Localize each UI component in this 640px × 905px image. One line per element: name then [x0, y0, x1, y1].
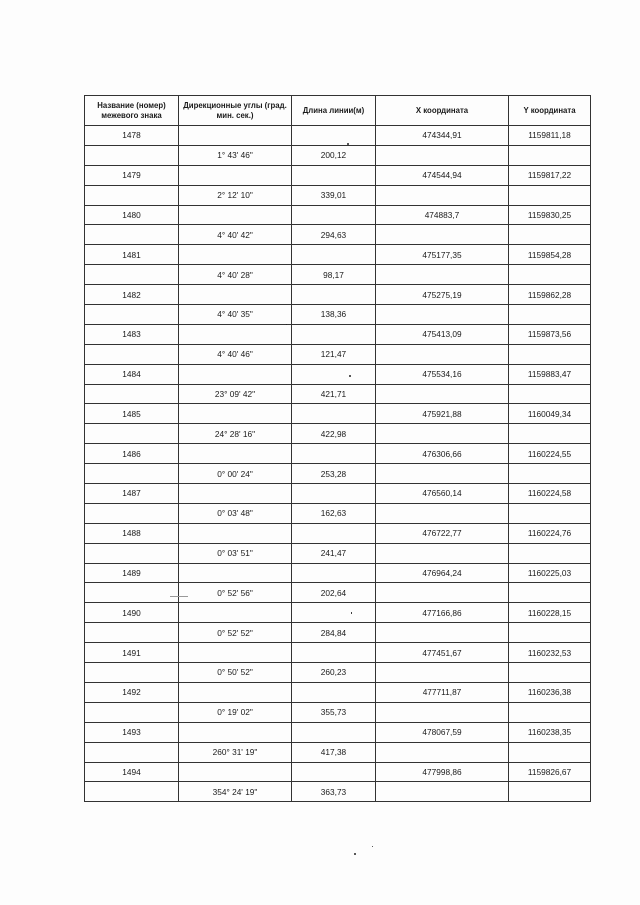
bearing-angle: 4° 40' 28" — [179, 265, 292, 285]
segment-row — [85, 543, 591, 563]
segment-row — [85, 702, 591, 722]
line-length: 355,73 — [292, 702, 376, 722]
point-row — [85, 364, 591, 384]
y-cell-empty — [509, 742, 591, 762]
y-cell-empty — [509, 265, 591, 285]
segment-row — [85, 742, 591, 762]
length-cell-empty — [292, 484, 376, 504]
x-cell-empty — [376, 305, 509, 325]
segment-row — [85, 503, 591, 523]
point-row — [85, 205, 591, 225]
length-cell-empty — [292, 603, 376, 623]
bearing-angle: 2° 12' 10" — [179, 185, 292, 205]
header-x: X координата — [376, 96, 509, 126]
bearing-angle: 4° 40' 35" — [179, 305, 292, 325]
bearing-angle: 0° 03' 48" — [179, 503, 292, 523]
angle-cell-empty — [179, 682, 292, 702]
angle-cell-empty — [179, 245, 292, 265]
line-length: 284,84 — [292, 623, 376, 643]
y-coordinate: 1160228,15 — [509, 603, 591, 623]
y-cell-empty — [509, 503, 591, 523]
x-coordinate: 476964,24 — [376, 563, 509, 583]
scan-speck — [354, 853, 356, 855]
mark-number: 1489 — [85, 563, 179, 583]
x-cell-empty — [376, 742, 509, 762]
y-cell-empty — [509, 185, 591, 205]
mark-number: 1487 — [85, 484, 179, 504]
mark-cell-empty — [85, 503, 179, 523]
point-row — [85, 165, 591, 185]
mark-number: 1480 — [85, 205, 179, 225]
segment-row — [85, 424, 591, 444]
header-length: Длина линии(м) — [292, 96, 376, 126]
mark-number: 1493 — [85, 722, 179, 742]
length-cell-empty — [292, 245, 376, 265]
y-cell-empty — [509, 344, 591, 364]
x-coordinate: 474544,94 — [376, 165, 509, 185]
y-cell-empty — [509, 225, 591, 245]
mark-cell-empty — [85, 305, 179, 325]
bearing-angle: 4° 40' 46" — [179, 344, 292, 364]
mark-number: 1486 — [85, 444, 179, 464]
y-cell-empty — [509, 782, 591, 802]
length-cell-empty — [292, 444, 376, 464]
length-cell-empty — [292, 523, 376, 543]
line-length: 260,23 — [292, 663, 376, 683]
line-length: 202,64 — [292, 583, 376, 603]
x-cell-empty — [376, 185, 509, 205]
point-row — [85, 563, 591, 583]
x-cell-empty — [376, 503, 509, 523]
mark-number: 1488 — [85, 523, 179, 543]
mark-cell-empty — [85, 464, 179, 484]
x-cell-empty — [376, 543, 509, 563]
bearing-angle: 0° 52' 56" — [179, 583, 292, 603]
mark-number: 1479 — [85, 165, 179, 185]
x-coordinate: 475534,16 — [376, 364, 509, 384]
mark-number: 1484 — [85, 364, 179, 384]
mark-cell-empty — [85, 583, 179, 603]
angle-cell-empty — [179, 126, 292, 146]
angle-cell-empty — [179, 324, 292, 344]
y-cell-empty — [509, 583, 591, 603]
mark-cell-empty — [85, 344, 179, 364]
length-cell-empty — [292, 324, 376, 344]
y-cell-empty — [509, 663, 591, 683]
x-coordinate: 475921,88 — [376, 404, 509, 424]
y-coordinate: 1160238,35 — [509, 722, 591, 742]
line-length: 339,01 — [292, 185, 376, 205]
mark-number: 1492 — [85, 682, 179, 702]
line-length: 98,17 — [292, 265, 376, 285]
mark-number: 1485 — [85, 404, 179, 424]
mark-number: 1478 — [85, 126, 179, 146]
scan-speck — [349, 375, 351, 377]
line-length: 421,71 — [292, 384, 376, 404]
point-row — [85, 682, 591, 702]
point-row — [85, 523, 591, 543]
length-cell-empty — [292, 563, 376, 583]
length-cell-empty — [292, 126, 376, 146]
segment-row — [85, 185, 591, 205]
x-cell-empty — [376, 782, 509, 802]
y-coordinate: 1160224,55 — [509, 444, 591, 464]
point-row — [85, 444, 591, 464]
mark-cell-empty — [85, 424, 179, 444]
line-length: 200,12 — [292, 145, 376, 165]
y-coordinate: 1160236,38 — [509, 682, 591, 702]
segment-row — [85, 265, 591, 285]
scan-speck — [372, 846, 373, 847]
angle-cell-empty — [179, 165, 292, 185]
x-coordinate: 476722,77 — [376, 523, 509, 543]
header-y: Y координата — [509, 96, 591, 126]
length-cell-empty — [292, 404, 376, 424]
x-coordinate: 474883,7 — [376, 205, 509, 225]
segment-row — [85, 782, 591, 802]
y-coordinate: 1160224,76 — [509, 523, 591, 543]
y-coordinate: 1159826,67 — [509, 762, 591, 782]
table-header-row — [85, 96, 591, 126]
scan-line — [170, 596, 188, 597]
length-cell-empty — [292, 643, 376, 663]
line-length: 121,47 — [292, 344, 376, 364]
angle-cell-empty — [179, 484, 292, 504]
x-coordinate: 475177,35 — [376, 245, 509, 265]
line-length: 241,47 — [292, 543, 376, 563]
mark-cell-empty — [85, 145, 179, 165]
point-row — [85, 126, 591, 146]
x-cell-empty — [376, 344, 509, 364]
x-cell-empty — [376, 225, 509, 245]
bearing-angle: 354° 24' 19" — [179, 782, 292, 802]
mark-cell-empty — [85, 623, 179, 643]
line-length: 294,63 — [292, 225, 376, 245]
point-row — [85, 762, 591, 782]
scan-speck — [286, 324, 287, 325]
angle-cell-empty — [179, 762, 292, 782]
mark-number: 1491 — [85, 643, 179, 663]
segment-row — [85, 384, 591, 404]
angle-cell-empty — [179, 205, 292, 225]
angle-cell-empty — [179, 603, 292, 623]
mark-number: 1481 — [85, 245, 179, 265]
length-cell-empty — [292, 682, 376, 702]
y-cell-empty — [509, 702, 591, 722]
segment-row — [85, 305, 591, 325]
y-cell-empty — [509, 424, 591, 444]
x-cell-empty — [376, 583, 509, 603]
y-cell-empty — [509, 623, 591, 643]
point-row — [85, 324, 591, 344]
mark-cell-empty — [85, 702, 179, 722]
x-coordinate: 475275,19 — [376, 285, 509, 305]
bearing-angle: 1° 43' 46" — [179, 145, 292, 165]
x-cell-empty — [376, 265, 509, 285]
y-cell-empty — [509, 543, 591, 563]
y-coordinate: 1160225,03 — [509, 563, 591, 583]
mark-number: 1494 — [85, 762, 179, 782]
y-coordinate: 1159817,22 — [509, 165, 591, 185]
length-cell-empty — [292, 364, 376, 384]
x-coordinate: 476560,14 — [376, 484, 509, 504]
x-cell-empty — [376, 623, 509, 643]
x-coordinate: 477451,67 — [376, 643, 509, 663]
length-cell-empty — [292, 165, 376, 185]
bearing-angle: 260° 31' 19" — [179, 742, 292, 762]
line-length: 162,63 — [292, 503, 376, 523]
mark-cell-empty — [85, 663, 179, 683]
mark-cell-empty — [85, 185, 179, 205]
mark-number: 1482 — [85, 285, 179, 305]
y-coordinate: 1159811,18 — [509, 126, 591, 146]
angle-cell-empty — [179, 285, 292, 305]
point-row — [85, 404, 591, 424]
x-coordinate: 476306,66 — [376, 444, 509, 464]
y-coordinate: 1159830,25 — [509, 205, 591, 225]
line-length: 363,73 — [292, 782, 376, 802]
bearing-angle: 0° 52' 52" — [179, 623, 292, 643]
angle-cell-empty — [179, 364, 292, 384]
length-cell-empty — [292, 205, 376, 225]
x-cell-empty — [376, 702, 509, 722]
x-coordinate: 477166,86 — [376, 603, 509, 623]
scan-speck — [351, 612, 352, 614]
x-coordinate: 475413,09 — [376, 324, 509, 344]
x-cell-empty — [376, 464, 509, 484]
segment-row — [85, 583, 591, 603]
y-cell-empty — [509, 384, 591, 404]
table-body — [85, 126, 591, 802]
coordinates-table — [84, 95, 591, 802]
angle-cell-empty — [179, 404, 292, 424]
header-mark: Название (номер) межевого знака — [85, 96, 179, 126]
y-cell-empty — [509, 464, 591, 484]
point-row — [85, 484, 591, 504]
y-cell-empty — [509, 305, 591, 325]
segment-row — [85, 225, 591, 245]
mark-number: 1490 — [85, 603, 179, 623]
bearing-angle: 24° 28' 16" — [179, 424, 292, 444]
x-coordinate: 477711,87 — [376, 682, 509, 702]
segment-row — [85, 663, 591, 683]
bearing-angle: 0° 03' 51" — [179, 543, 292, 563]
length-cell-empty — [292, 762, 376, 782]
mark-cell-empty — [85, 782, 179, 802]
point-row — [85, 603, 591, 623]
mark-cell-empty — [85, 384, 179, 404]
segment-row — [85, 145, 591, 165]
x-coordinate: 478067,59 — [376, 722, 509, 742]
scan-speck — [347, 143, 349, 145]
y-coordinate: 1160049,34 — [509, 404, 591, 424]
angle-cell-empty — [179, 643, 292, 663]
y-coordinate: 1159873,56 — [509, 324, 591, 344]
line-length: 138,36 — [292, 305, 376, 325]
header-angle: Дирекционные углы (град. мин. сек.) — [179, 96, 292, 126]
x-cell-empty — [376, 663, 509, 683]
x-coordinate: 474344,91 — [376, 126, 509, 146]
x-cell-empty — [376, 384, 509, 404]
point-row — [85, 245, 591, 265]
angle-cell-empty — [179, 444, 292, 464]
x-cell-empty — [376, 424, 509, 444]
length-cell-empty — [292, 285, 376, 305]
bearing-angle: 23° 09' 42" — [179, 384, 292, 404]
bearing-angle: 0° 50' 52" — [179, 663, 292, 683]
y-coordinate: 1159883,47 — [509, 364, 591, 384]
segment-row — [85, 344, 591, 364]
line-length: 253,28 — [292, 464, 376, 484]
angle-cell-empty — [179, 563, 292, 583]
point-row — [85, 285, 591, 305]
x-cell-empty — [376, 145, 509, 165]
mark-cell-empty — [85, 265, 179, 285]
point-row — [85, 643, 591, 663]
mark-cell-empty — [85, 543, 179, 563]
y-cell-empty — [509, 145, 591, 165]
angle-cell-empty — [179, 523, 292, 543]
y-coordinate: 1159862,28 — [509, 285, 591, 305]
mark-cell-empty — [85, 742, 179, 762]
segment-row — [85, 623, 591, 643]
length-cell-empty — [292, 722, 376, 742]
bearing-angle: 0° 19' 02" — [179, 702, 292, 722]
bearing-angle: 0° 00' 24" — [179, 464, 292, 484]
bearing-angle: 4° 40' 42" — [179, 225, 292, 245]
point-row — [85, 722, 591, 742]
y-coordinate: 1160232,53 — [509, 643, 591, 663]
line-length: 422,98 — [292, 424, 376, 444]
y-coordinate: 1160224,58 — [509, 484, 591, 504]
line-length: 417,38 — [292, 742, 376, 762]
mark-cell-empty — [85, 225, 179, 245]
x-coordinate: 477998,86 — [376, 762, 509, 782]
y-coordinate: 1159854,28 — [509, 245, 591, 265]
segment-row — [85, 464, 591, 484]
angle-cell-empty — [179, 722, 292, 742]
mark-number: 1483 — [85, 324, 179, 344]
